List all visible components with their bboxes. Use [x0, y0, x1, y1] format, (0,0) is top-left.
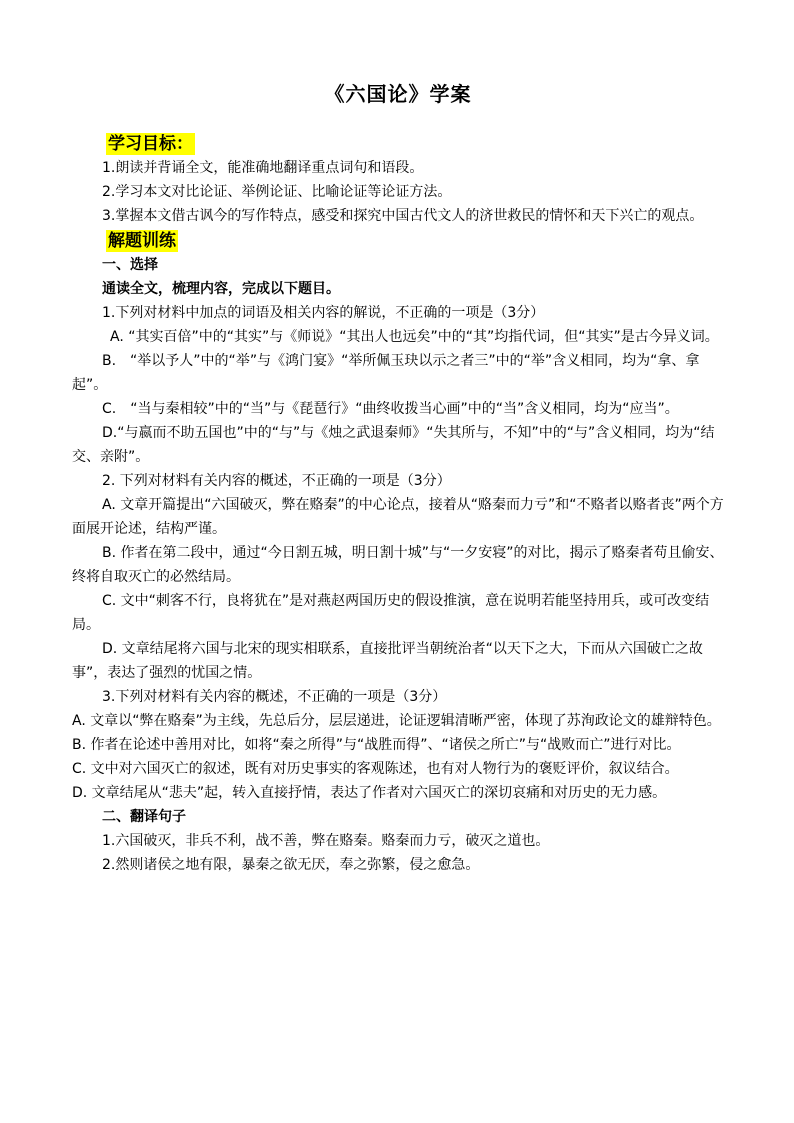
training-heading: 解题训练	[108, 231, 176, 251]
question-1-option-a: A. “其实百倍”中的“其实”与《师说》“其出人也远矣”中的“其”均指代词，但“其实”是古今异义词。	[110, 329, 719, 345]
question-2-option-b: B. 作者在第二段中，通过“今日割五城，明日割十城”与“一夕安寝”的对比，揭示了赂秦者苟且偷安、终将自取灭亡的必然结局。	[72, 545, 724, 585]
page-title: 《六国论》学案	[324, 82, 472, 106]
question-3-option-d: D. 文章结尾从“悲夫”起，转入直接抒情，表达了作者对六国灭亡的深切哀痛和对历史的无力感。	[72, 785, 667, 801]
question-3-option-b: B. 作者在论述中善用对比，如将“秦之所得”与“战胜而得”、“诸侯之所亡”与“战败而亡”进行对比。	[72, 737, 681, 753]
part1-instruction: 通读全文，梳理内容，完成以下题目。	[102, 281, 340, 297]
part2-title: 二、翻译句子	[102, 809, 186, 825]
question-2-option-c: C. 文中“刺客不行，良将犹在”是对燕赵两国历史的假设推演，意在说明若能坚持用兵，或可改变结局。	[72, 593, 710, 633]
goals-heading-wrap	[106, 133, 724, 155]
question-1-stem: 1.下列对材料中加点的词语及相关内容的解说，不正确的一项是（3分）	[102, 305, 545, 321]
question-1-option-c: C. “当与秦相较”中的“当”与《琵琶行》“曲终收拨当心画”中的“当”含义相同，均为“应当”。	[102, 401, 679, 417]
question-2-option-a: A. 文章开篇提出“六国破灭，弊在赂秦”的中心论点，接着从“赂秦而力亏”和“不赂者以赂者丧”两个方面展开论述，结构严谨。	[72, 497, 724, 537]
question-2-stem: 2. 下列对材料有关内容的概述，不正确的一项是（3分）	[102, 473, 451, 489]
question-2-option-d: D. 文章结尾将六国与北宋的现实相联系，直接批评当朝统治者“以天下之大，下而从六国破亡之故事”，表达了强烈的忧国之情。	[72, 641, 703, 681]
question-3-option-a: A. 文章以“弊在赂秦”为主线，先总后分，层层递进，论证逻辑清晰严密，体现了苏洵政论文的雄辩特色。	[72, 713, 721, 729]
question-3-stem: 3.下列对材料有关内容的概述，不正确的一项是（3分）	[102, 689, 447, 705]
goal-item: 3.掌握本文借古讽今的写作特点，感受和探究中国古代文人的济世救民的情怀和天下兴亡的观点。	[102, 208, 704, 224]
translate-item: 1.六国破灭，非兵不利，战不善，弊在赂秦。赂秦而力亏，破灭之道也。	[102, 833, 550, 849]
document-page	[72, 72, 724, 877]
training-heading-wrap	[106, 230, 724, 252]
part1-title: 一、选择	[102, 257, 158, 273]
question-1-option-b: B. “举以予人”中的“举”与《鸿门宴》“举所佩玉玦以示之者三”中的“举”含义相同，均为“拿、拿起”。	[72, 353, 700, 393]
question-1-option-d: D.“与嬴而不助五国也”中的“与”与《烛之武退秦师》“失其所与，不知”中的“与”含义相同，均为“结交、亲附”。	[72, 425, 715, 465]
goal-item: 1.朗读并背诵全文，能准确地翻译重点词句和语段。	[102, 160, 424, 176]
translate-item: 2.然则诸侯之地有限，暴秦之欲无厌，奉之弥繁，侵之愈急。	[102, 857, 480, 873]
question-3-option-c: C. 文中对六国灭亡的叙述，既有对历史事实的客观陈述，也有对人物行为的褒贬评价，叙议结合。	[72, 761, 679, 777]
goals-heading: 学习目标：	[108, 134, 193, 154]
goal-item: 2.学习本文对比论证、举例论证、比喻论证等论证方法。	[102, 184, 452, 200]
